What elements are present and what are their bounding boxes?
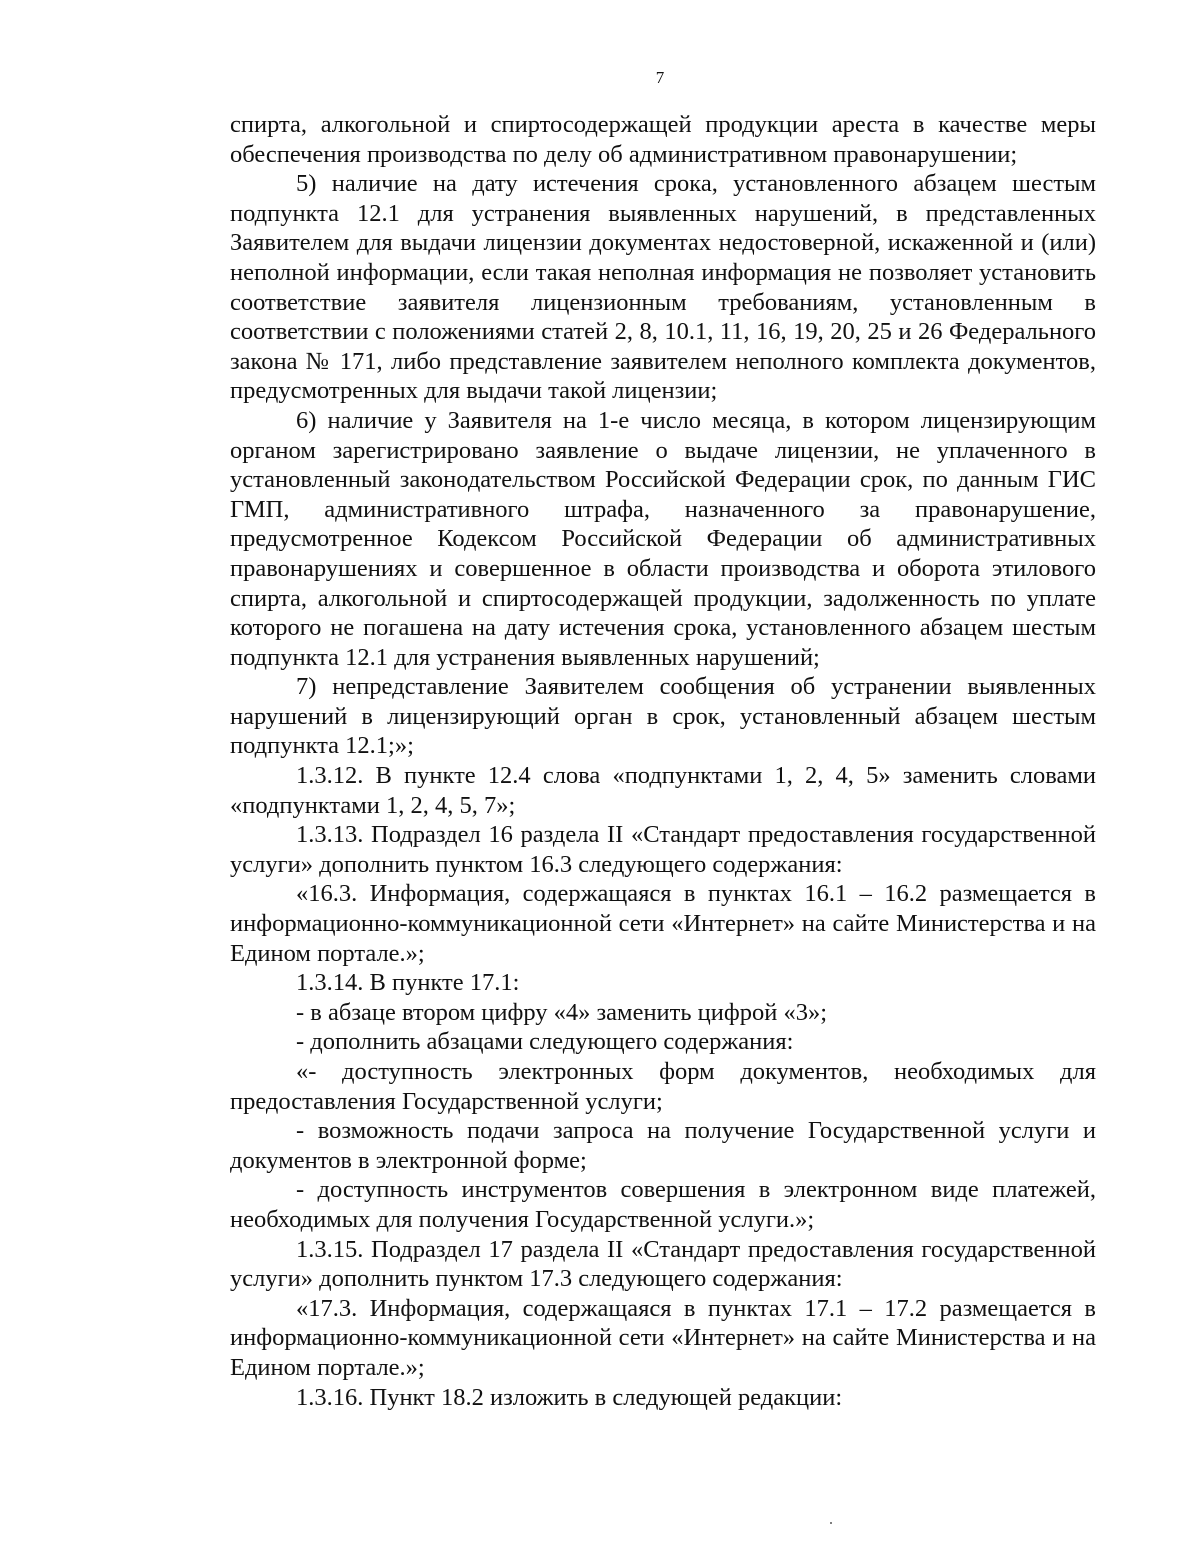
paragraph-1-3-12: 1.3.12. В пункте 12.4 слова «подпунктами 1, 2, 4, 5» заменить словами «подпунктами 1, 2, 4, 5, 7»;: [230, 762, 1096, 819]
document-body: [230, 110, 1096, 1412]
paragraph-bullet-forms: «- доступность электронных форм документов, необходимых для предоставления Государственной услуги;: [230, 1058, 1096, 1115]
paragraph-item-6: 6) наличие у Заявителя на 1-е число месяца, в котором лицензирующим органом зарегистрировано заявление о выдаче лицензии, не уплаченного в установленный законодательством Российской Федерации срок, по данным ГИС ГМП, административного штрафа, назначенного за правонарушение, предусмотренное Кодексом Российской Федерации об административных правонарушениях и совершенное в области производства и оборота этилового спирта, алкогольной и спиртосодержащей продукции, задолженность по уплате которого не погашена на дату истечения срока, установленного абзацем шестым подпункта 12.1 для устранения выявленных нарушений;: [230, 406, 1096, 671]
paragraph-1-3-14: 1.3.14. В пункте 17.1:: [296, 969, 520, 997]
paragraph-bullet-add: - дополнить абзацами следующего содержания:: [296, 1028, 794, 1056]
paragraph-item-5: 5) наличие на дату истечения срока, установленного абзацем шестым подпункта 12.1 для устранения выявленных нарушений, в представленных Заявителем для выдачи лицензии документах недостоверной, искаженной и (или) неполной информации, если такая неполная информация не позволяет установить соответствие заявителя лицензионным требованиям, установленным в соответствии с положениями статей 2, 8, 10.1, 11, 16, 19, 20, 25 и 26 Федерального закона № 171, либо представление заявителем неполного комплекта документов, предусмотренных для выдачи такой лицензии;: [230, 170, 1096, 405]
paragraph-1-3-16: 1.3.16. Пункт 18.2 изложить в следующей редакции:: [296, 1383, 843, 1411]
scan-speck: [830, 1522, 832, 1524]
paragraph-bullet-replace: - в абзаце втором цифру «4» заменить цифрой «3»;: [296, 998, 828, 1026]
paragraph-bullet-payments: - доступность инструментов совершения в электронном виде платежей, необходимых для получения Государственной услуги.»;: [230, 1176, 1096, 1233]
paragraph-16-3: «16.3. Информация, содержащаяся в пунктах 16.1 – 16.2 размещается в информационно-коммуникационной сети «Интернет» на сайте Министерства и на Едином портале.»;: [230, 880, 1096, 967]
paragraph-bullet-request: - возможность подачи запроса на получение Государственной услуги и документов в электронной форме;: [230, 1117, 1096, 1174]
page-number: 7: [655, 68, 665, 87]
paragraph-item-7: 7) непредставление Заявителем сообщения об устранении выявленных нарушений в лицензирующий орган в срок, установленный абзацем шестым подпункта 12.1;»;: [230, 673, 1096, 760]
paragraph-1-3-15: 1.3.15. Подраздел 17 раздела II «Стандарт предоставления государственной услуги» дополнить пунктом 17.3 следующего содержания:: [230, 1235, 1096, 1293]
paragraph-continuation: спирта, алкогольной и спиртосодержащей продукции ареста в качестве меры обеспечения производства по делу об административном правонарушении;: [230, 111, 1096, 168]
paragraph-17-3: «17.3. Информация, содержащаяся в пунктах 17.1 – 17.2 размещается в информационно-коммуникационной сети «Интернет» на сайте Министерства и на Едином портале.»;: [230, 1294, 1096, 1381]
paragraph-1-3-13: 1.3.13. Подраздел 16 раздела II «Стандарт предоставления государственной услуги» дополнить пунктом 16.3 следующего содержания:: [230, 821, 1096, 878]
